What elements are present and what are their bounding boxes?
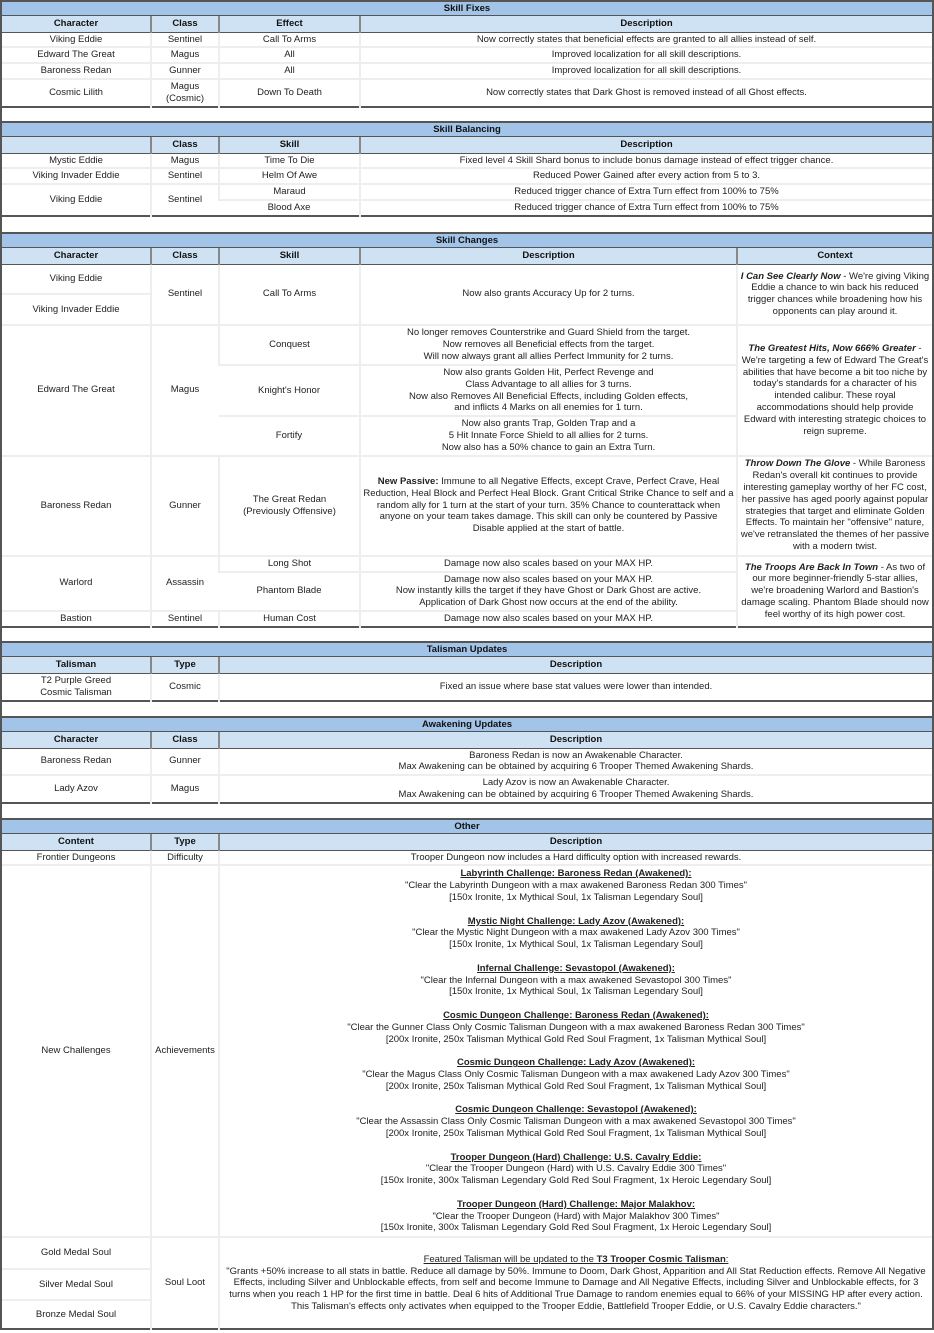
table-row xyxy=(2,264,932,294)
challenge-reward: [150x Ironite, 1x Mythical Soul, 1x Talisman Legendary Soul] xyxy=(449,986,703,998)
character-cell: Viking Eddie xyxy=(49,272,103,284)
description-cell xyxy=(360,365,737,416)
content-cell: Bronze Medal Soul xyxy=(2,1300,151,1329)
col-header: Skill xyxy=(219,248,360,264)
desc-line: Application of Dark Ghost now occurs at the end of the ability. xyxy=(419,597,678,609)
table-row xyxy=(2,168,932,184)
talisman-cell xyxy=(2,673,151,701)
table-row xyxy=(2,47,932,63)
challenge-reward: [150x Ironite, 300x Talisman Legendary Gold Red Soul Fragment, 1x Heroic Legendary Soul] xyxy=(380,1175,772,1187)
col-header: Type xyxy=(151,834,219,850)
challenge-title: Labyrinth Challenge: Baroness Redan (Awakened): xyxy=(460,868,692,880)
class-line: (Cosmic) xyxy=(166,93,204,105)
class-cell: Magus xyxy=(151,775,219,803)
header-row xyxy=(2,834,932,850)
description-cell xyxy=(219,775,932,803)
challenge-item xyxy=(222,1010,930,1045)
description-cell: Reduced trigger chance of Extra Turn effect from 100% to 75% xyxy=(360,200,932,216)
desc-line: Will now always grant all allies Perfect Immunity for 2 turns. xyxy=(423,350,674,362)
table-row xyxy=(2,850,932,865)
challenge-item xyxy=(222,963,930,998)
challenge-quote: "Clear the Mystic Night Dungeon with a max awakened Lady Azov 300 Times" xyxy=(412,927,740,939)
description-cell xyxy=(360,416,737,455)
context-text: - We're targeting a few of Edward The Great's abilities that have become a bit too niche by today's standards for a character of his intended calibur. These royal accommodations should help provide Edward with interesting strategic choices to reign supreme. xyxy=(741,343,929,437)
desc-line: Lady Azov is now an Awakenable Character. xyxy=(482,777,670,789)
section-title: Skill Changes xyxy=(2,232,932,248)
description-cell: Fixed an issue where base stat values were lower than intended. xyxy=(219,673,932,701)
description-cell: Reduced trigger chance of Extra Turn effect from 100% to 75% xyxy=(360,184,932,200)
col-header: Class xyxy=(151,16,219,32)
challenge-quote: "Clear the Magus Class Only Cosmic Talisman Dungeon with a max awakened Lady Azov 300 Times" xyxy=(362,1068,790,1080)
effect-cell: Call To Arms xyxy=(219,32,360,47)
class-cell: Assassin xyxy=(151,556,219,611)
class-cell: Sentinel xyxy=(151,32,219,47)
table-row xyxy=(2,865,932,1237)
description-cell xyxy=(219,1237,932,1329)
desc-line: Max Awakening can be obtained by acquiring 6 Trooper Themed Awakening Shards. xyxy=(398,761,754,773)
section-title: Skill Balancing xyxy=(2,121,932,137)
col-header: Character xyxy=(2,248,151,264)
character-cell: Viking Invader Eddie xyxy=(2,294,151,325)
description-cell: Reduced Power Gained after every action from 5 to 3. xyxy=(360,168,932,184)
character-cell: Edward The Great xyxy=(2,47,151,63)
class-line: Magus xyxy=(170,81,200,93)
effect-cell: All xyxy=(219,63,360,79)
header-row xyxy=(2,732,932,748)
description-cell: Now correctly states that Dark Ghost is removed instead of all Ghost effects. xyxy=(360,79,932,107)
character-cell: Viking Invader Eddie xyxy=(2,168,151,184)
skill-cell: Helm Of Awe xyxy=(219,168,360,184)
talisman-line: Cosmic Talisman xyxy=(40,686,112,698)
col-header: Skill xyxy=(219,137,360,153)
type-cell: Difficulty xyxy=(151,850,219,865)
desc-line: Max Awakening can be obtained by acquiring 6 Trooper Themed Awakening Shards. xyxy=(398,789,754,801)
challenge-quote: "Clear the Gunner Class Only Cosmic Talisman Dungeon with a max awakened Baroness Redan 300 Times" xyxy=(347,1021,805,1033)
desc-line: 5 Hit Innate Force Shield to all allies for 2 turns. xyxy=(448,429,649,441)
soul-loot-intro xyxy=(222,1254,930,1266)
col-header: Description xyxy=(219,657,932,673)
description-cell: Fixed level 4 Skill Shard bonus to include bonus damage instead of effect trigger chance. xyxy=(360,153,932,168)
effect-cell: Down To Death xyxy=(219,79,360,107)
challenge-title: Infernal Challenge: Sevastopol (Awakened): xyxy=(477,962,675,974)
character-cell: Warlord xyxy=(2,556,151,611)
challenge-reward: [200x Ironite, 250x Talisman Mythical Gold Red Soul Fragment, 1x Talisman Mythical Soul] xyxy=(385,1080,767,1092)
intro-end: : xyxy=(725,1253,729,1265)
table-row xyxy=(2,79,932,107)
content-cell: New Challenges xyxy=(2,865,151,1237)
description-cell xyxy=(360,325,737,365)
challenge-item xyxy=(222,1199,930,1234)
context-cell xyxy=(737,556,932,627)
desc-line: No longer removes Counterstrike and Guard Shield from the target. xyxy=(406,327,691,339)
col-header: Class xyxy=(151,732,219,748)
skill-cell: Fortify xyxy=(219,416,360,455)
class-cell: Sentinel xyxy=(151,168,219,184)
table-row xyxy=(2,456,932,556)
col-header: Description xyxy=(219,834,932,850)
challenge-item xyxy=(222,916,930,951)
challenge-title: Mystic Night Challenge: Lady Azov (Awakened): xyxy=(467,915,685,927)
desc-line: Now also grants Golden Hit, Perfect Revenge and xyxy=(443,367,654,378)
skill-fixes-table xyxy=(2,16,932,108)
effect-cell: All xyxy=(219,47,360,63)
awakening-updates-table xyxy=(2,732,932,804)
challenge-item xyxy=(222,868,930,903)
desc-line: Now also Removes All Beneficial Effects, including Golden effects, xyxy=(409,390,688,402)
desc-line: Now also has a 50% chance to gain an Extra Turn. xyxy=(441,441,656,453)
skill-cell: Conquest xyxy=(219,325,360,365)
awakening-updates-section xyxy=(0,716,934,804)
class-cell: Gunner xyxy=(151,456,219,556)
section-gap xyxy=(0,625,934,641)
header-row xyxy=(2,248,932,264)
col-header: Character xyxy=(2,16,151,32)
table-row xyxy=(2,673,932,701)
character-cell: Baroness Redan xyxy=(2,456,151,556)
skill-cell: Blood Axe xyxy=(219,200,360,216)
character-cell: Lady Azov xyxy=(2,775,151,803)
class-cell: Magus xyxy=(151,47,219,63)
character-cell: Viking Eddie xyxy=(49,33,103,45)
desc-line: Now also grants Trap, Golden Trap and a xyxy=(461,418,636,430)
desc-line: Now removes all Beneficial effects from the target. xyxy=(442,339,655,351)
section-gap xyxy=(0,803,934,818)
content-cell: Silver Medal Soul xyxy=(2,1269,151,1300)
col-header: Description xyxy=(360,16,932,32)
type-cell: Cosmic xyxy=(151,673,219,701)
skill-cell: Knight's Honor xyxy=(219,365,360,416)
talisman-updates-table xyxy=(2,657,932,702)
class-cell: Gunner xyxy=(151,748,219,775)
class-cell: Magus xyxy=(151,153,219,168)
character-cell: Cosmic Lilith xyxy=(2,79,151,107)
desc-bold: New Passive: xyxy=(377,476,439,488)
col-header: Description xyxy=(219,732,932,748)
section-gap xyxy=(0,105,934,121)
challenge-quote: "Clear the Assassin Class Only Cosmic Talisman Dungeon with a max awakened Sevastopol 300 Times" xyxy=(356,1116,796,1128)
description-cell: Damage now also scales based on your MAX HP. xyxy=(360,556,737,572)
table-row xyxy=(2,63,932,79)
skill-cell: Maraud xyxy=(219,184,360,200)
skill-cell: Long Shot xyxy=(219,556,360,572)
description-cell xyxy=(219,865,932,1237)
challenge-reward: [150x Ironite, 1x Mythical Soul, 1x Talisman Legendary Soul] xyxy=(449,939,703,951)
section-title: Talisman Updates xyxy=(2,641,932,657)
class-cell: Sentinel xyxy=(151,264,219,325)
skill-changes-table xyxy=(2,248,932,628)
col-header: Effect xyxy=(219,16,360,32)
challenge-item xyxy=(222,1152,930,1187)
description-cell: Improved localization for all skill descriptions. xyxy=(360,47,932,63)
character-cell: Viking Eddie xyxy=(2,184,151,216)
header-row xyxy=(2,137,932,153)
skill-cell: Human Cost xyxy=(219,611,360,627)
skill-balancing-table xyxy=(2,137,932,217)
character-cell: Baroness Redan xyxy=(2,63,151,79)
table-row xyxy=(2,153,932,168)
context-cell xyxy=(737,325,932,456)
challenge-quote: "Clear the Trooper Dungeon (Hard) with Major Malakhov 300 Times" xyxy=(432,1210,720,1222)
skill-cell: Time To Die xyxy=(219,153,360,168)
section-title: Skill Fixes xyxy=(2,0,932,16)
table-row xyxy=(2,32,932,47)
challenge-title: Cosmic Dungeon Challenge: Sevastopol (Awakened): xyxy=(455,1104,697,1116)
table-row xyxy=(2,325,932,365)
desc-line: Now instantly kills the target if they have Ghost or Dark Ghost are active. xyxy=(395,585,702,597)
description-cell: Now also grants Accuracy Up for 2 turns. xyxy=(360,264,737,325)
content-cell: Frontier Dungeons xyxy=(36,851,116,863)
talisman-line: T2 Purple Greed xyxy=(40,674,112,686)
col-header: Content xyxy=(2,834,151,850)
skill-line: The Great Redan xyxy=(252,493,327,505)
description-cell: Trooper Dungeon now includes a Hard difficulty option with increased rewards. xyxy=(219,850,932,865)
col-header xyxy=(2,137,151,153)
desc-line: Baroness Redan is now an Awakenable Character. xyxy=(469,749,683,761)
challenge-reward: [150x Ironite, 1x Mythical Soul, 1x Talisman Legendary Soul] xyxy=(449,892,703,904)
character-cell: Edward The Great xyxy=(2,325,151,456)
other-section xyxy=(0,818,934,1330)
table-row xyxy=(2,775,932,803)
context-title: I Can See Clearly Now xyxy=(740,270,841,282)
class-cell xyxy=(151,79,219,107)
header-row xyxy=(2,657,932,673)
description-cell xyxy=(360,456,737,556)
description-cell: Improved localization for all skill descriptions. xyxy=(360,63,932,79)
challenge-title: Cosmic Dungeon Challenge: Lady Azov (Awakened): xyxy=(456,1057,696,1069)
class-cell: Magus xyxy=(151,325,219,456)
character-cell: Mystic Eddie xyxy=(49,154,103,166)
context-cell xyxy=(737,456,932,556)
context-text: - While Baroness Redan's overall kit continues to provide interesting gameplay worthy of her FC cost, her passive has aged poorly against popular strategies that target and eliminate Golden Effects. To maintain her "offensive" nature, we've retranslated the themes of her passive with a modern twist. xyxy=(740,458,930,552)
description-cell xyxy=(219,748,932,775)
class-cell: Sentinel xyxy=(151,184,219,216)
challenge-reward: [150x Ironite, 300x Talisman Legendary Gold Red Soul Fragment, 1x Heroic Legendary Soul] xyxy=(380,1222,772,1234)
skill-balancing-section xyxy=(0,121,934,217)
col-header: Description xyxy=(360,248,737,264)
skill-cell: Call To Arms xyxy=(219,264,360,325)
desc-text: Immune to all Negative Effects, except Crave, Perfect Crave, Heal Reduction, Heal Block and Perfect Heal Block. Grant Critical Strike Chance to self and a random ally for 1 turn at the start of your turn. 35% Chance to counterattack when anyone on your team takes damage. This skill can only be countered by Passive Disable applied at the start of battle. xyxy=(363,476,734,535)
class-cell: Sentinel xyxy=(151,611,219,627)
col-header: Talisman xyxy=(2,657,151,673)
col-header: Context xyxy=(737,248,932,264)
skill-cell xyxy=(219,456,360,556)
description-cell: Damage now also scales based on your MAX HP. xyxy=(360,611,737,627)
character-cell: Bastion xyxy=(2,611,151,627)
header-row xyxy=(2,16,932,32)
challenge-quote: "Clear the Trooper Dungeon (Hard) with U.S. Cavalry Eddie 300 Times" xyxy=(425,1163,727,1175)
context-title: The Troops Are Back In Town xyxy=(744,561,879,573)
skill-changes-section xyxy=(0,232,934,628)
col-header: Description xyxy=(360,137,932,153)
col-header: Class xyxy=(151,137,219,153)
intro-text: Featured Talisman will be updated to the xyxy=(423,1253,597,1265)
type-cell: Achievements xyxy=(151,865,219,1237)
skill-cell: Phantom Blade xyxy=(219,572,360,611)
context-title: Throw Down The Glove xyxy=(744,458,851,470)
section-gap xyxy=(0,216,934,232)
context-text: - As two of our more beginner-friendly 5-star allies, we're broadening Warlord and Bastion's damage scaling. Phantom Blade should now feel worthy of its high power cost. xyxy=(741,561,929,620)
section-title: Awakening Updates xyxy=(2,716,932,732)
col-header: Character xyxy=(2,732,151,748)
desc-line: Class Advantage to all allies for 3 turns. xyxy=(465,378,632,390)
desc-line: Damage now also scales based on your MAX HP. xyxy=(444,573,653,585)
description-cell xyxy=(360,572,737,611)
challenge-reward: [200x Ironite, 250x Talisman Mythical Gold Red Soul Fragment, 1x Talisman Mythical Soul] xyxy=(385,1127,767,1139)
challenge-item xyxy=(222,1104,930,1139)
challenge-reward: [200x Ironite, 250x Talisman Mythical Gold Red Soul Fragment, 1x Talisman Mythical Soul] xyxy=(385,1033,767,1045)
challenge-quote: "Clear the Labyrinth Dungeon with a max awakened Baroness Redan 300 Times" xyxy=(404,880,748,892)
challenge-title: Cosmic Dungeon Challenge: Baroness Redan (Awakened): xyxy=(443,1010,709,1021)
challenge-item xyxy=(222,1057,930,1092)
description-cell: Now correctly states that beneficial effects are granted to all allies instead of self. xyxy=(360,32,932,47)
context-title: The Greatest Hits, Now 666% Greater xyxy=(748,343,916,355)
desc-line: and inflicts 4 Marks on all enemies for 1 turn. xyxy=(454,402,643,414)
challenge-quote: "Clear the Infernal Dungeon with a max awakened Sevastopol 300 Times" xyxy=(420,974,732,986)
table-row xyxy=(2,748,932,775)
col-header: Type xyxy=(151,657,219,673)
intro-bold: T3 Trooper Cosmic Talisman xyxy=(596,1253,726,1265)
section-title: Other xyxy=(2,818,932,834)
character-cell: Baroness Redan xyxy=(40,755,112,767)
table-row xyxy=(2,1237,932,1269)
skill-line: (Previously Offensive) xyxy=(243,505,336,517)
content-cell: Gold Medal Soul xyxy=(2,1237,151,1269)
col-header: Class xyxy=(151,248,219,264)
challenge-title: Trooper Dungeon (Hard) Challenge: Major Malakhov: xyxy=(456,1198,696,1210)
section-gap xyxy=(0,701,934,716)
class-cell: Gunner xyxy=(151,63,219,79)
context-text: - We're giving Viking Eddie a chance to win back his reduced trigger chances while broadening how his opponents can play around it. xyxy=(747,270,930,318)
talisman-updates-section xyxy=(0,641,934,702)
skill-fixes-section xyxy=(0,0,934,108)
table-row xyxy=(2,184,932,200)
challenge-title: Trooper Dungeon (Hard) Challenge: U.S. Cavalry Eddie: xyxy=(450,1151,702,1163)
type-cell: Soul Loot xyxy=(151,1237,219,1329)
table-row xyxy=(2,556,932,572)
soul-loot-description: "Grants +50% increase to all stats in battle. Reduce all damage by 50%. Immune to Doom, Dark Ghost, Apparition and All Stat Reduction effects. Remove All Negative Effects, including Silver and Unblockable effects, from self and become Immune to Damage and All Negative Effects, including Silver and Unblockable effects, for 3 turns when you reach 1 HP for the first time in battle. Deal 6 hits of Additional True Damage to random enemies equal to 66% of your MISSING HP after every action. This Talisman's effects only activates when equipped to the Trooper Eddie, Battlefield Trooper Eddie, or U.S. Cavalry Eddie characters." xyxy=(226,1265,926,1312)
context-cell xyxy=(737,264,932,325)
other-table xyxy=(2,834,932,1330)
